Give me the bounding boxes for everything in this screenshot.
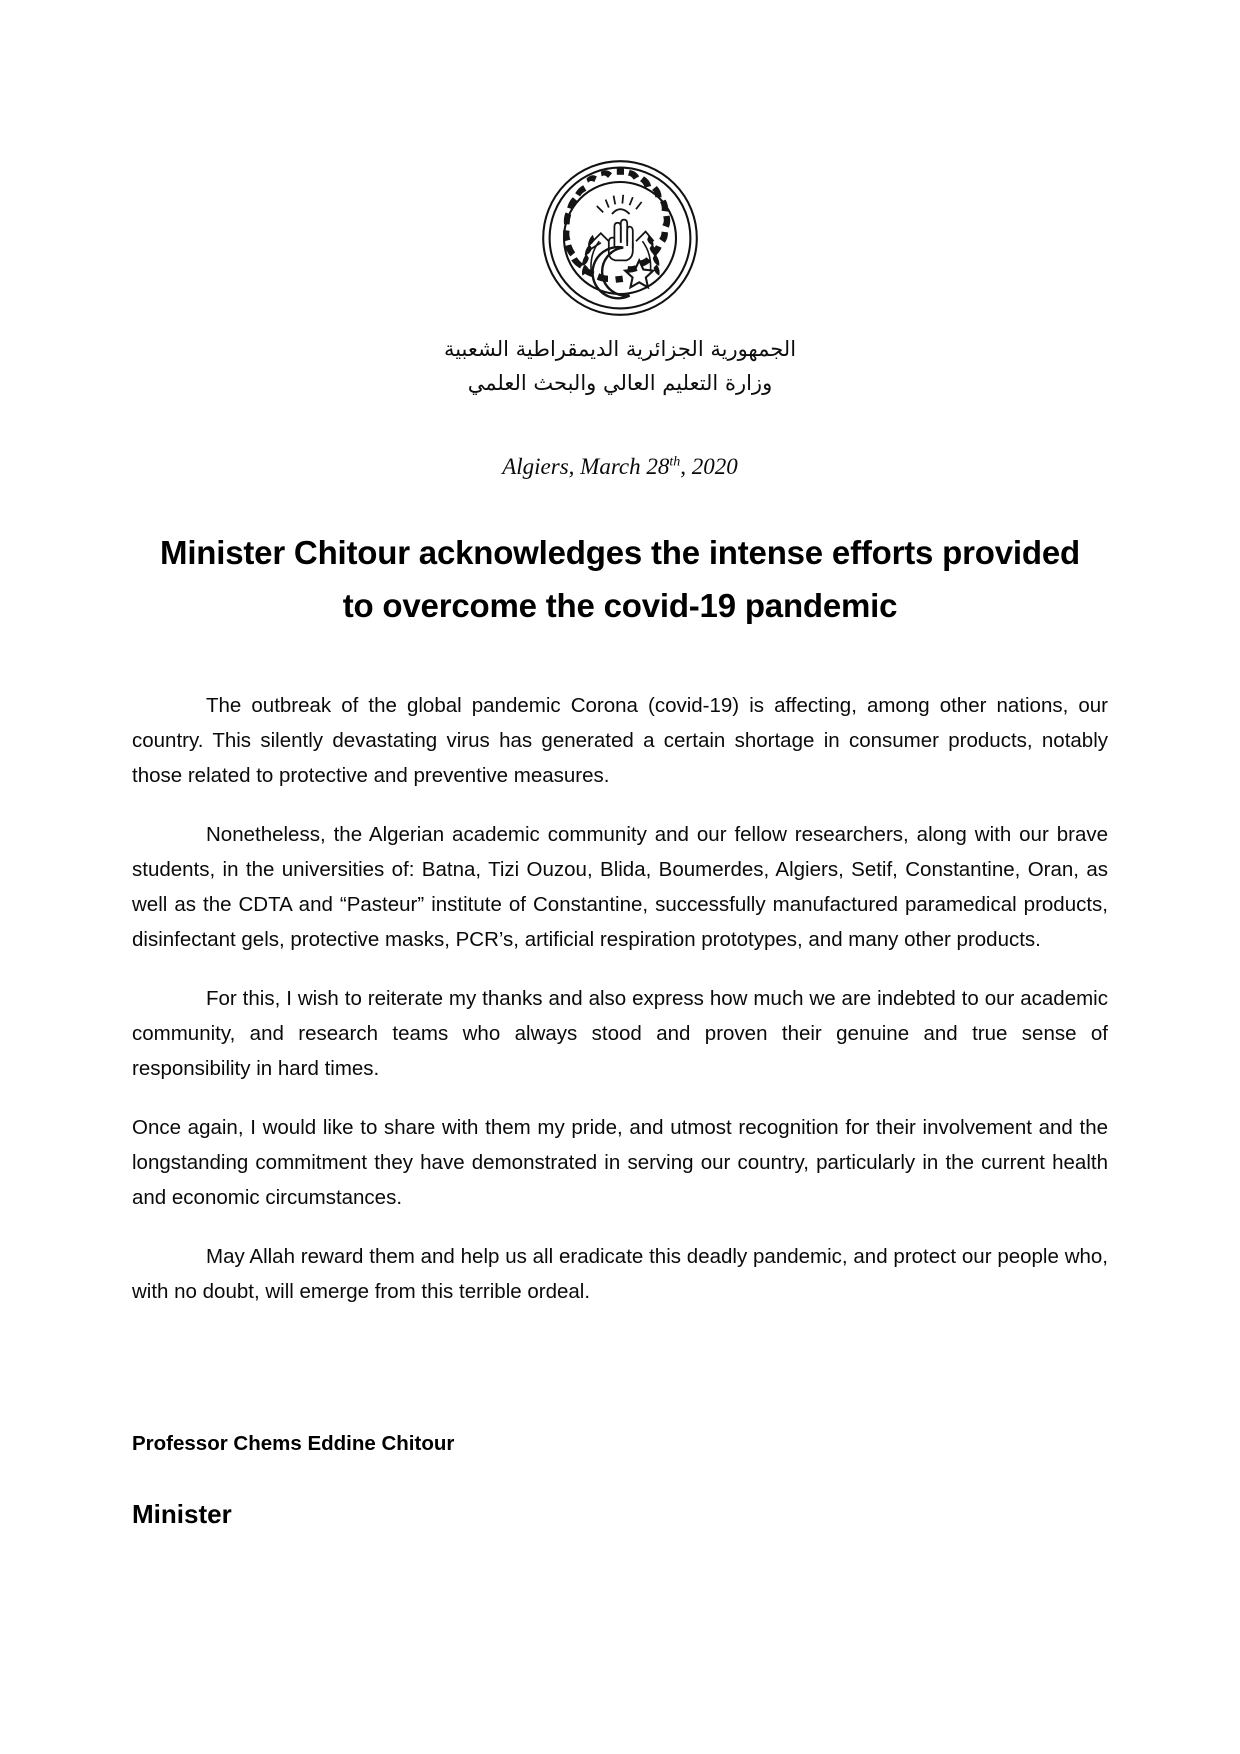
body-paragraph: The outbreak of the global pandemic Corona (covid-19) is affecting, among other nations, our country. This silently devastating virus has generated a certain shortage in consumer products, notably those related to protective and preventive measures. [132, 694, 1108, 787]
dateline-ordinal-suffix: th [669, 454, 681, 470]
arabic-country-line: الجمهورية الجزائرية الديمقراطية الشعبية [443, 337, 797, 361]
seal-container [132, 158, 1108, 318]
body-paragraph: For this, I wish to reiterate my thanks and also express how much we are indebted to our academic community, and research teams who always stood and proven their genuine and true sense of responsibility in hard times. [132, 987, 1108, 1080]
arabic-ministry-line: وزارة التعليم العالي والبحث العلمي [467, 371, 773, 395]
letterhead [132, 0, 1108, 400]
dateline [132, 452, 1108, 482]
body-paragraph: Once again, I would like to share with them my pride, and utmost recognition for their involvement and the longstanding commitment they have demonstrated in serving our country, particularly in the current health and economic circumstances. [132, 1116, 1108, 1209]
page-title-line-2: to overcome the covid-19 pandemic [342, 587, 898, 624]
signatory-role: Minister [132, 1499, 232, 1529]
arabic-header-block [132, 332, 1108, 400]
body-paragraph: May Allah reward them and help us all eradicate this deadly pandemic, and protect our people who, with no doubt, will emerge from this terrible ordeal. [132, 1245, 1108, 1303]
signature-block [132, 1429, 1108, 1531]
signatory-name: Professor Chems Eddine Chitour [132, 1432, 455, 1455]
dateline-city-month: Algiers, March 28 [502, 454, 670, 479]
algeria-national-seal-icon [540, 158, 700, 318]
letter-body [132, 688, 1108, 1309]
page-title-line-1: Minister Chitour acknowledges the intense efforts provided [160, 534, 1080, 571]
page-title [132, 526, 1108, 632]
dateline-year: , 2020 [680, 454, 738, 479]
body-paragraph: Nonetheless, the Algerian academic community and our fellow researchers, along with our brave students, in the universities of: Batna, Tizi Ouzou, Blida, Boumerdes, Algiers, Setif, Constantine, Oran, as well as the CDTA and “Pasteur” institute of Constantine, successfully manufactured paramedical products, disinfectant gels, protective masks, PCR’s, artificial respiration prototypes, and many other products. [132, 823, 1108, 951]
